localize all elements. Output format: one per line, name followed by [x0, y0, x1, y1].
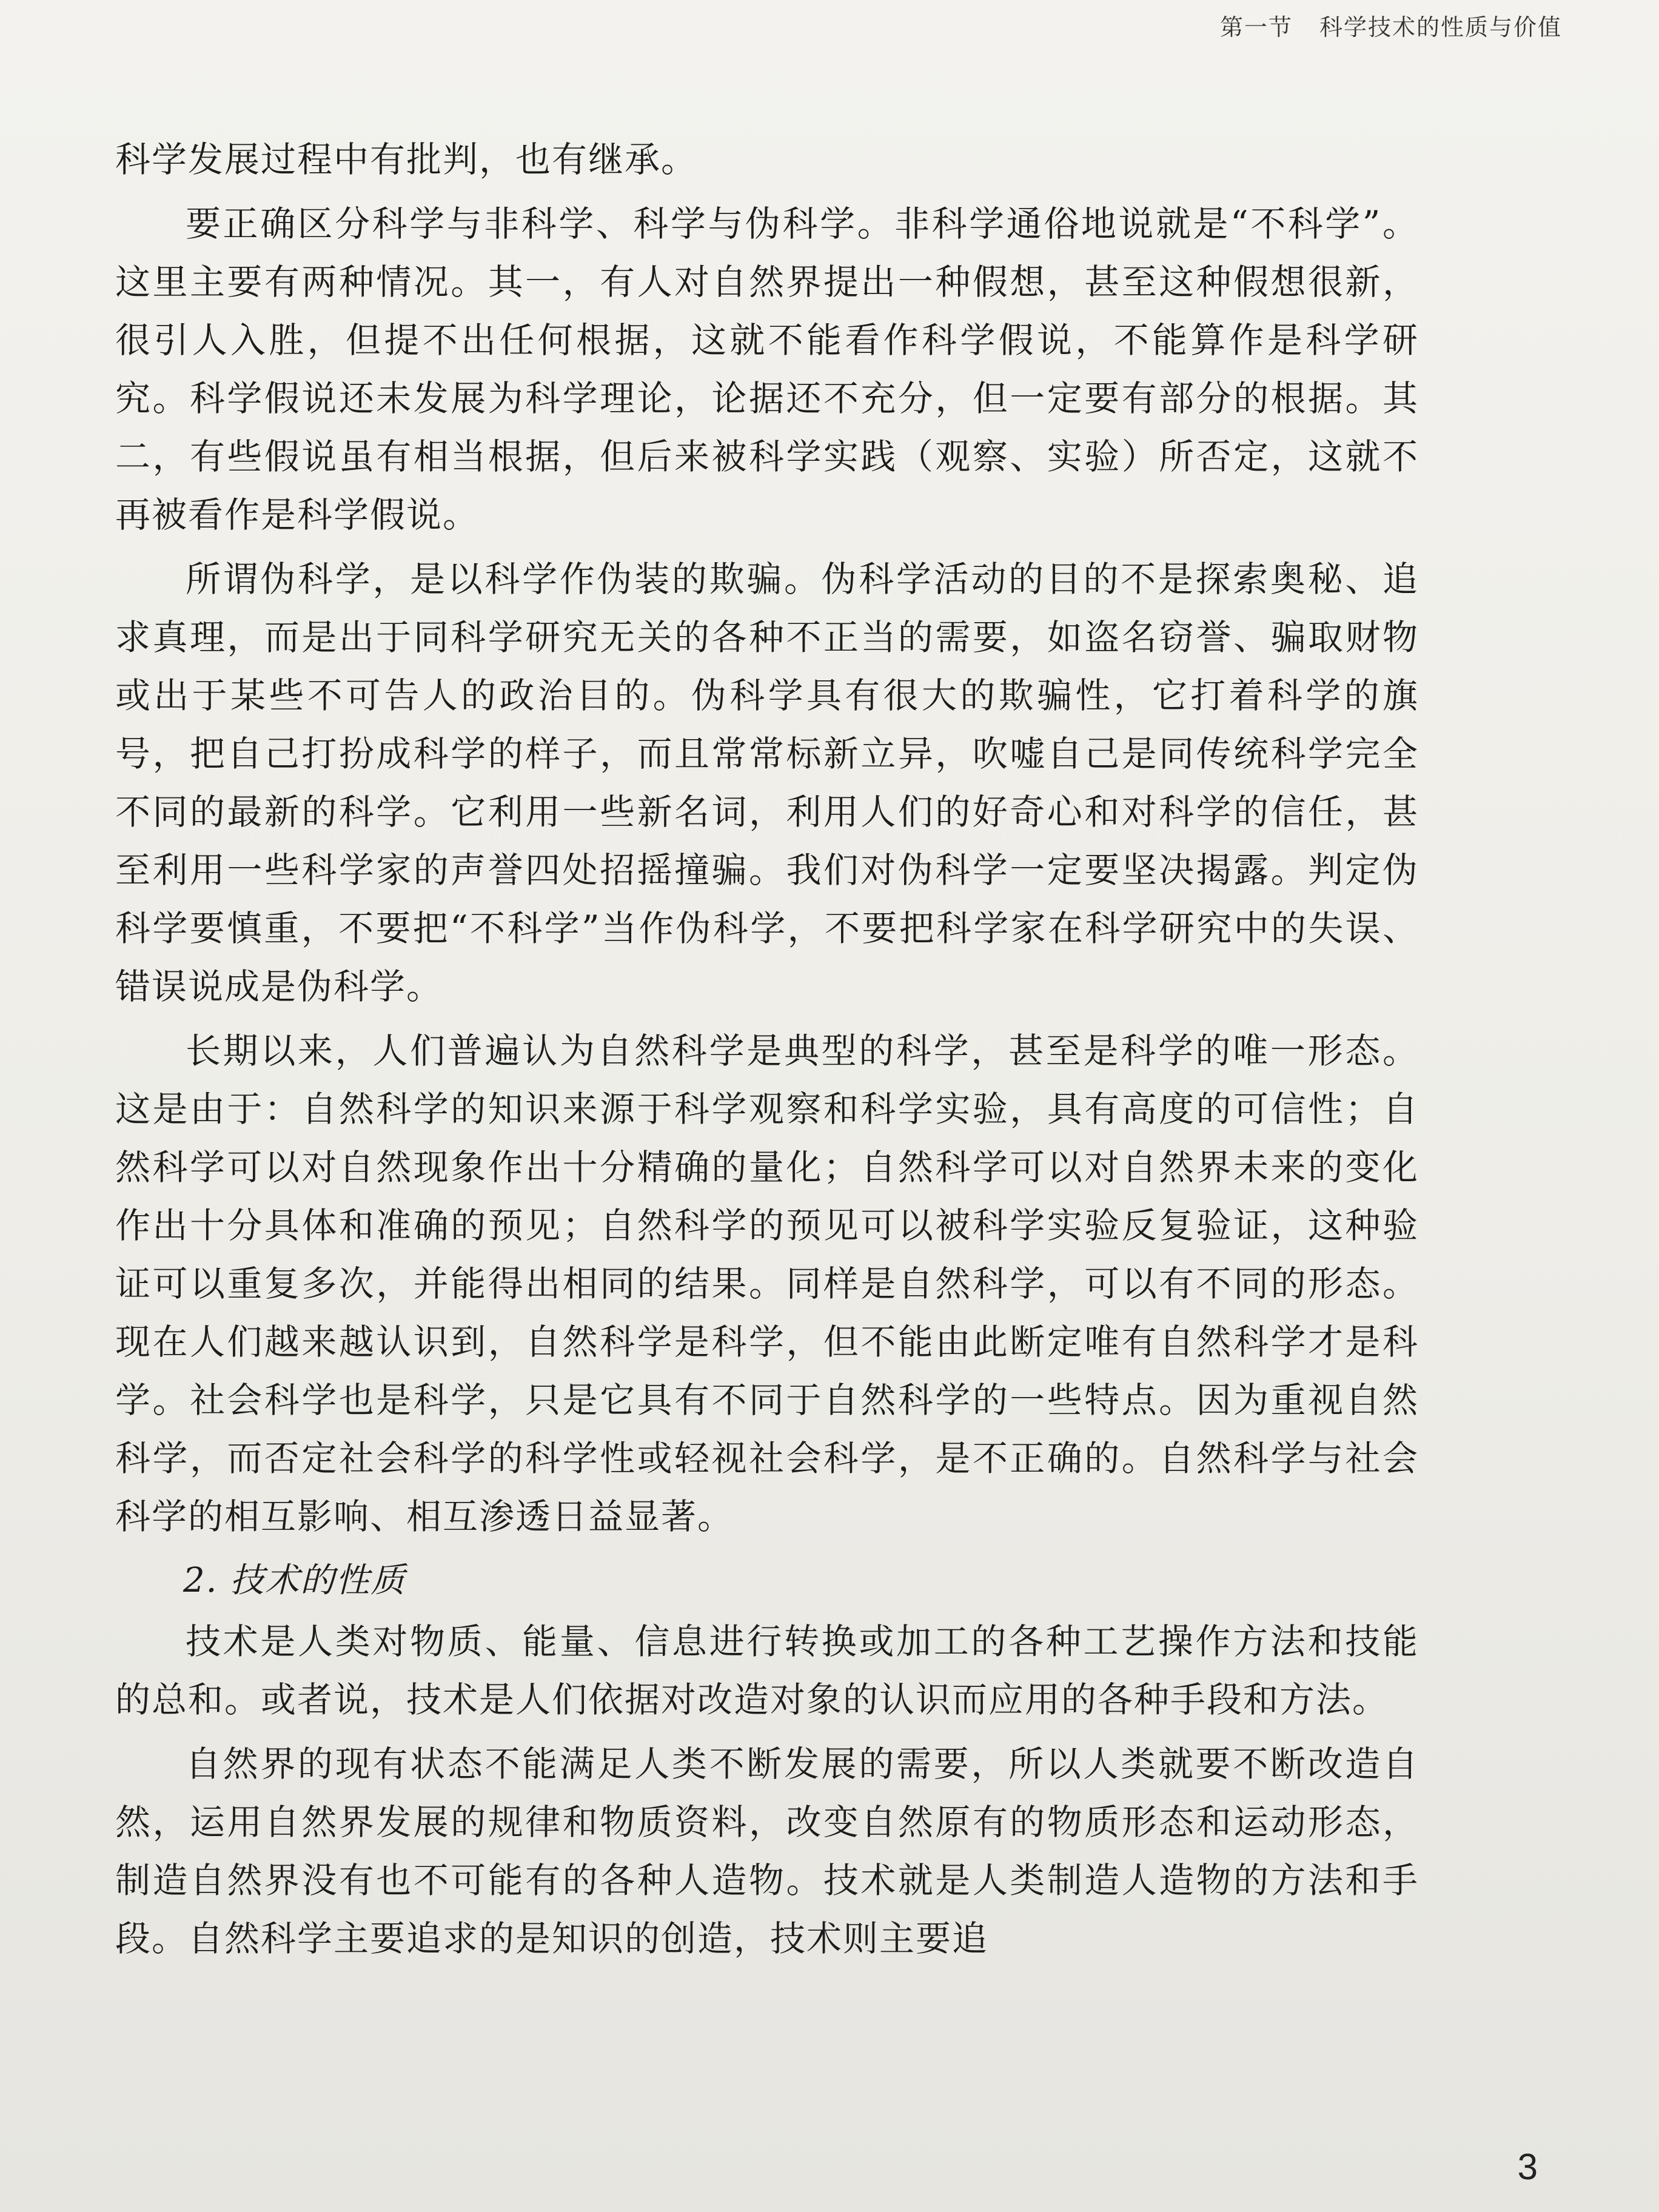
header-title: 科学技术的性质与价值 — [1319, 14, 1562, 41]
header-section: 第一节 — [1219, 14, 1293, 41]
paragraph: 所谓伪科学，是以科学作伪装的欺骗。伪科学活动的目的不是探索奥秘、追求真理，而是出于同科学研究无关的各种不正当的需要，如盗名窃誉、骗取财物或出于某些不可告人的政治目的。伪科学具有很大的欺骗性，它打着科学的旗号，把自己打扮成科学的样子，而且常常标新立异，吹嘘自己是同传统科学完全不同的最新的科学。它利用一些新名词，利用人们的好奇心和对科学的信任，甚至利用一些科学家的声誉四处招摇撞骗。我们对伪科学一定要坚决揭露。判定伪科学要慎重，不要把“不科学”当作伪科学，不要把科学家在科学研究中的失误、错误说成是伪科学。 — [115, 558, 1419, 1007]
page-body — [115, 130, 1419, 1974]
paragraph: 自然界的现有状态不能满足人类不断发展的需要，所以人类就要不断改造自然，运用自然界发展的规律和物质资料，改变自然原有的物质形态和运动形态，制造自然界没有也不可能有的各种人造物。技术就是人类制造人造物的方法和手段。自然科学主要追求的是知识的创造，技术则主要追 — [115, 1743, 1419, 1959]
running-header — [1220, 8, 1562, 42]
paragraph: 技术是人类对物质、能量、信息进行转换或加工的各种工艺操作方法和技能的总和。或者说，技术是人们依据对改造对象的认识而应用的各种手段和方法。 — [115, 1621, 1419, 1720]
section-heading: 2. 技术的性质 — [183, 1561, 406, 1600]
paragraph: 长期以来，人们普遍认为自然科学是典型的科学，甚至是科学的唯一形态。这是由于：自然科学的知识来源于科学观察和科学实验，具有高度的可信性；自然科学可以对自然现象作出十分精确的量化；自然科学可以对自然界未来的变化作出十分具体和准确的预见；自然科学的预见可以被科学实验反复验证，这种验证可以重复多次，并能得出相同的结果。同样是自然科学，可以有不同的形态。现在人们越来越认识到，自然科学是科学，但不能由此断定唯有自然科学才是科学。社会科学也是科学，只是它具有不同于自然科学的一些特点。因为重视自然科学，而否定社会科学的科学性或轻视社会科学，是不正确的。自然科学与社会科学的相互影响、相互渗透日益显著。 — [115, 1030, 1419, 1537]
page-number: 3 — [1517, 2147, 1538, 2187]
paragraph: 要正确区分科学与非科学、科学与伪科学。非科学通俗地说就是“不科学”。这里主要有两种情况。其一，有人对自然界提出一种假想，甚至这种假想很新，很引人入胜，但提不出任何根据，这就不能看作科学假说，不能算作是科学研究。科学假说还未发展为科学理论，论据还不充分，但一定要有部分的根据。其二，有些假说虽有相当根据，但后来被科学实践（观察、实验）所否定，这就不再被看作是科学假说。 — [115, 203, 1419, 535]
paragraph-continued: 科学发展过程中有批判，也有继承。 — [115, 139, 698, 180]
